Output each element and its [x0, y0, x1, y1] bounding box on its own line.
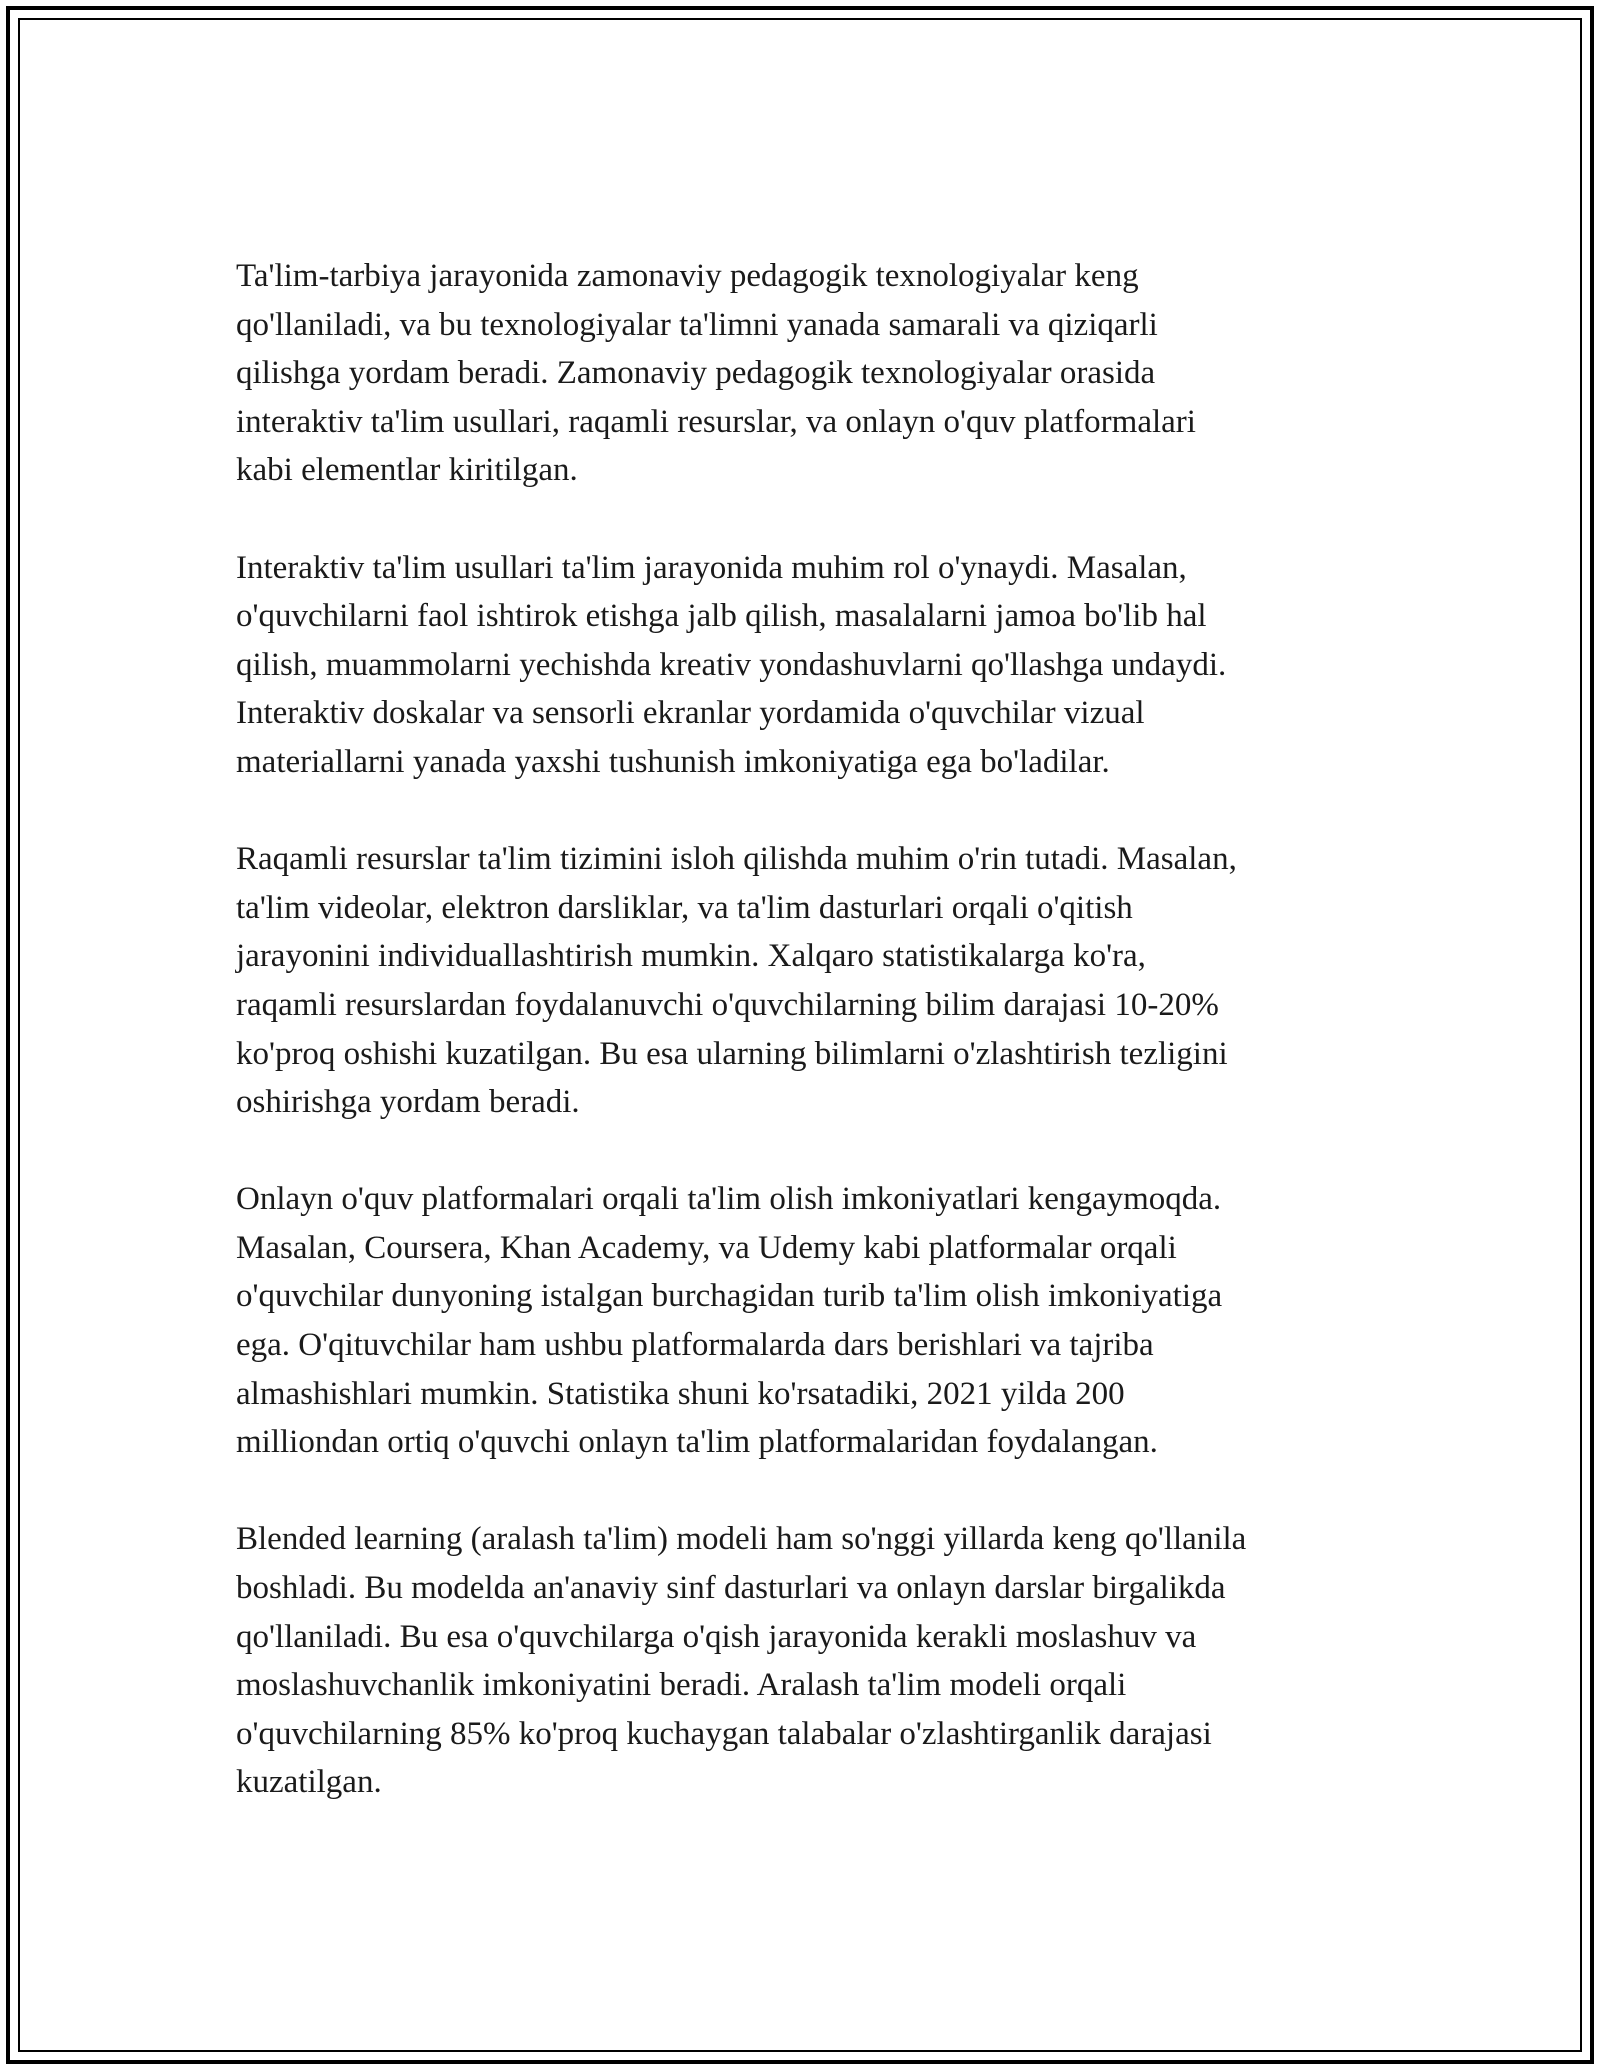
text-line: Interaktiv doskalar va sensorli ekranlar yordamida o'quvchilar vizual [236, 695, 1145, 732]
paragraph-2 [236, 544, 1376, 787]
document-body [236, 252, 1376, 1856]
text-line: o'quvchilarni faol ishtirok etishga jalb qilish, masalalarni jamoa bo'lib hal [236, 598, 1207, 635]
text-line: ta'lim videolar, elektron darsliklar, va ta'lim dasturlari orqali o'qitish [236, 889, 1133, 926]
text-line: qo'llaniladi, va bu texnologiyalar ta'limni yanada samarali va qiziqarli [236, 306, 1158, 343]
text-line: qo'llaniladi. Bu esa o'quvchilarga o'qish jarayonida kerakli moslashuv va [236, 1618, 1197, 1655]
text-line: Masalan, Coursera, Khan Academy, va Udemy kabi platformalar orqali [236, 1229, 1177, 1266]
paragraph-4 [236, 1175, 1376, 1467]
text-line: Interaktiv ta'lim usullari ta'lim jarayonida muhim rol o'ynaydi. Masalan, [236, 549, 1187, 586]
text-line: raqamli resurslardan foydalanuvchi o'quvchilarning bilim darajasi 10-20% [236, 986, 1219, 1023]
text-line: kabi elementlar kiritilgan. [236, 452, 578, 489]
text-line: Onlayn o'quv platformalari orqali ta'lim olish imkoniyatlari kengaymoqda. [236, 1181, 1222, 1218]
text-line: jarayonini individuallashtirish mumkin. Xalqaro statistikalarga ko'ra, [236, 938, 1146, 975]
text-line: almashishlari mumkin. Statistika shuni ko'rsatadiki, 2021 yilda 200 [236, 1375, 1125, 1412]
text-line: Ta'lim-tarbiya jarayonida zamonaviy pedagogik texnologiyalar keng [236, 258, 1139, 294]
text-line: materiallarni yanada yaxshi tushunish imkoniyatiga ega bo'ladilar. [236, 743, 1110, 780]
text-line: o'quvchilar dunyoning istalgan burchagidan turib ta'lim olish imkoniyatiga [236, 1278, 1223, 1315]
paragraph-1 [236, 252, 1376, 495]
text-line: Blended learning (aralash ta'lim) modeli ham so'nggi yillarda keng qo'llanila [236, 1521, 1247, 1558]
text-line: boshladi. Bu modelda an'anaviy sinf dasturlari va onlayn darslar birgalikda [236, 1570, 1226, 1607]
text-line: Raqamli resurslar ta'lim tizimini isloh qilishda muhim o'rin tutadi. Masalan, [236, 841, 1237, 878]
text-line: kuzatilgan. [236, 1764, 382, 1801]
text-line: milliondan ortiq o'quvchi onlayn ta'lim platformalaridan foydalangan. [236, 1424, 1158, 1461]
text-line: ko'proq oshishi kuzatilgan. Bu esa ularning bilimlarni o'zlashtirish tezligini [236, 1035, 1228, 1072]
text-line: ega. O'qituvchilar ham ushbu platformalarda dars berishlari va tajriba [236, 1327, 1154, 1364]
text-line: qilishga yordam beradi. Zamonaviy pedagogik texnologiyalar orasida [236, 355, 1156, 392]
text-line: oshirishga yordam beradi. [236, 1084, 580, 1121]
paragraph-3 [236, 835, 1376, 1127]
paragraph-5 [236, 1515, 1376, 1807]
text-line: qilish, muammolarni yechishda kreativ yondashuvlarni qo'llashga undaydi. [236, 646, 1227, 683]
text-line: moslashuvchanlik imkoniyatini beradi. Aralash ta'lim modeli orqali [236, 1667, 1127, 1704]
text-line: o'quvchilarning 85% ko'proq kuchaygan talabalar o'zlashtirganlik darajasi [236, 1715, 1212, 1752]
text-line: interaktiv ta'lim usullari, raqamli resurslar, va onlayn o'quv platformalari [236, 403, 1196, 440]
